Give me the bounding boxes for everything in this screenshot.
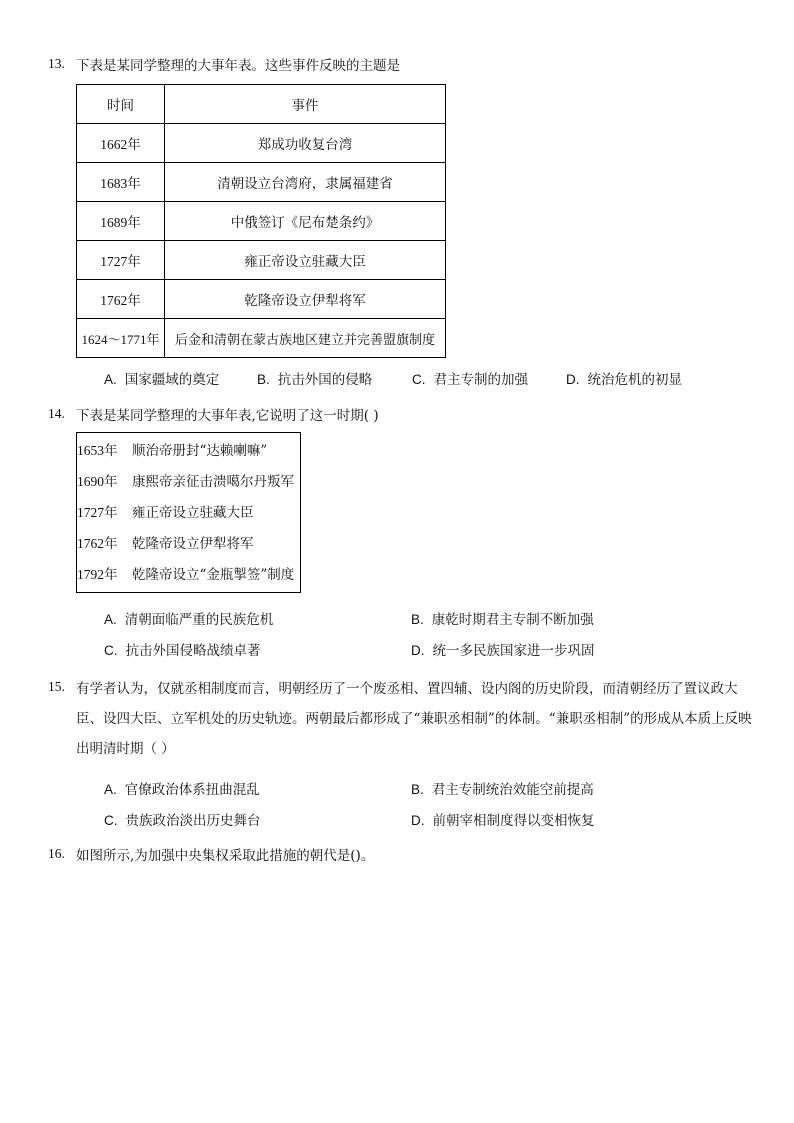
table-cell-event: 中俄签订《尼布楚条约》: [165, 202, 446, 241]
option-text: 君主专制统治效能空前提高: [431, 782, 594, 798]
question-stem: 有学者认为，仅就丞相制度而言，明朝经历了一个废丞相、置四辅、设内阁的历史阶段，而清朝经历了置议政大臣、设四大臣、立军机处的历史轨迹。两朝最后都形成了“兼职丞相制”的体制。“兼职丞相制”的形成从本质上反映出明清时期（ ）: [76, 681, 752, 757]
timeline-row: [77, 528, 300, 559]
option-letter: A.: [104, 372, 117, 387]
table-cell-event: 清朝设立台湾府，隶属福建省: [165, 163, 446, 202]
table-row: [77, 202, 446, 241]
option-text: 国家疆域的奠定: [124, 372, 220, 388]
table-row: [77, 124, 446, 163]
option-letter: C.: [412, 372, 426, 387]
option-letter: A.: [104, 612, 117, 627]
table-row: [77, 241, 446, 280]
option-text: 抗击外国的侵略: [277, 372, 373, 388]
question-14: [48, 406, 754, 593]
question-number: 16.: [48, 846, 65, 861]
question-15: [48, 674, 754, 764]
table-cell-time: 1683年: [77, 163, 165, 202]
option-a[interactable]: [104, 368, 219, 388]
question-16: [48, 846, 754, 866]
timeline-row: [77, 435, 300, 466]
option-letter: A.: [104, 782, 117, 797]
option-a[interactable]: [104, 608, 273, 628]
events-table: [76, 84, 446, 358]
option-letter: C.: [104, 643, 118, 658]
question-number: 15.: [48, 679, 65, 694]
timeline-row: [77, 466, 300, 497]
timeline-year: 1727年: [77, 505, 118, 520]
option-d[interactable]: [411, 639, 595, 659]
option-text: 统一多民族国家进一步巩固: [432, 643, 595, 659]
timeline-event: 乾隆帝设立“金瓶掣签”制度: [132, 567, 295, 583]
question-number: 14.: [48, 406, 65, 421]
table-row: [77, 163, 446, 202]
option-letter: D.: [566, 372, 580, 387]
option-a[interactable]: [104, 778, 260, 798]
question-stem: 下表是某同学整理的大事年表,它说明了这一时期( ): [76, 408, 379, 424]
question-15-options: [104, 778, 784, 828]
option-text: 统治危机的初显: [587, 372, 682, 388]
table-header-event: 事件: [165, 85, 446, 124]
timeline-row: [77, 559, 300, 590]
option-text: 官僚政治体系扭曲混乱: [124, 782, 260, 798]
timeline-event: 康熙帝亲征击溃噶尔丹叛军: [132, 474, 294, 490]
timeline-event: 雍正帝设立驻藏大臣: [132, 505, 254, 521]
table-row: [77, 280, 446, 319]
table-header-row: [77, 85, 446, 124]
option-text: 贵族政治淡出历史舞台: [125, 813, 261, 829]
question-stem: 如图所示,为加强中央集权采取此措施的朝代是()。: [76, 848, 375, 864]
option-letter: B.: [411, 612, 424, 627]
option-b[interactable]: [257, 368, 372, 388]
table-header-time: 时间: [77, 85, 165, 124]
timeline-year: 1792年: [77, 567, 118, 582]
timeline-row: [77, 497, 300, 528]
option-d[interactable]: [566, 368, 682, 388]
option-b[interactable]: [411, 608, 594, 628]
timeline-event: 顺治帝册封“达赖喇嘛”: [132, 443, 268, 459]
table-cell-event: 后金和清朝在蒙古族地区建立并完善盟旗制度: [165, 319, 446, 358]
table-cell-time: 1662年: [77, 124, 165, 163]
table-cell-time: 1762年: [77, 280, 165, 319]
table-cell-event: 雍正帝设立驻藏大臣: [165, 241, 446, 280]
question-number: 13.: [48, 56, 65, 71]
question-13: [48, 56, 754, 358]
option-text: 清朝面临严重的民族危机: [124, 612, 274, 628]
option-text: 前朝宰相制度得以变相恢复: [432, 813, 595, 829]
option-letter: D.: [411, 643, 425, 658]
table-cell-time: 1624～1771年: [77, 319, 165, 358]
option-text: 抗击外国侵略战绩卓著: [125, 643, 261, 659]
option-d[interactable]: [411, 809, 595, 829]
option-letter: B.: [257, 372, 270, 387]
option-text: 君主专制的加强: [433, 372, 528, 388]
timeline-event: 乾隆帝设立伊犁将军: [132, 536, 254, 552]
question-13-options: [104, 368, 784, 388]
table-cell-event: 郑成功收复台湾: [165, 124, 446, 163]
question-stem: 下表是某同学整理的大事年表。这些事件反映的主题是: [76, 58, 400, 74]
option-b[interactable]: [411, 778, 594, 798]
option-text: 康乾时期君主专制不断加强: [431, 612, 594, 628]
timeline-year: 1762年: [77, 536, 118, 551]
table-cell-event: 乾隆帝设立伊犁将军: [165, 280, 446, 319]
option-letter: B.: [411, 782, 424, 797]
timeline-box: [76, 432, 301, 593]
option-c[interactable]: [412, 368, 528, 388]
table-row: [77, 319, 446, 358]
timeline-year: 1653年: [77, 443, 118, 458]
option-letter: D.: [411, 813, 425, 828]
question-14-options: [104, 608, 784, 658]
table-cell-time: 1727年: [77, 241, 165, 280]
timeline-year: 1690年: [77, 474, 118, 489]
option-letter: C.: [104, 813, 118, 828]
option-c[interactable]: [104, 809, 261, 829]
option-c[interactable]: [104, 639, 261, 659]
table-cell-time: 1689年: [77, 202, 165, 241]
